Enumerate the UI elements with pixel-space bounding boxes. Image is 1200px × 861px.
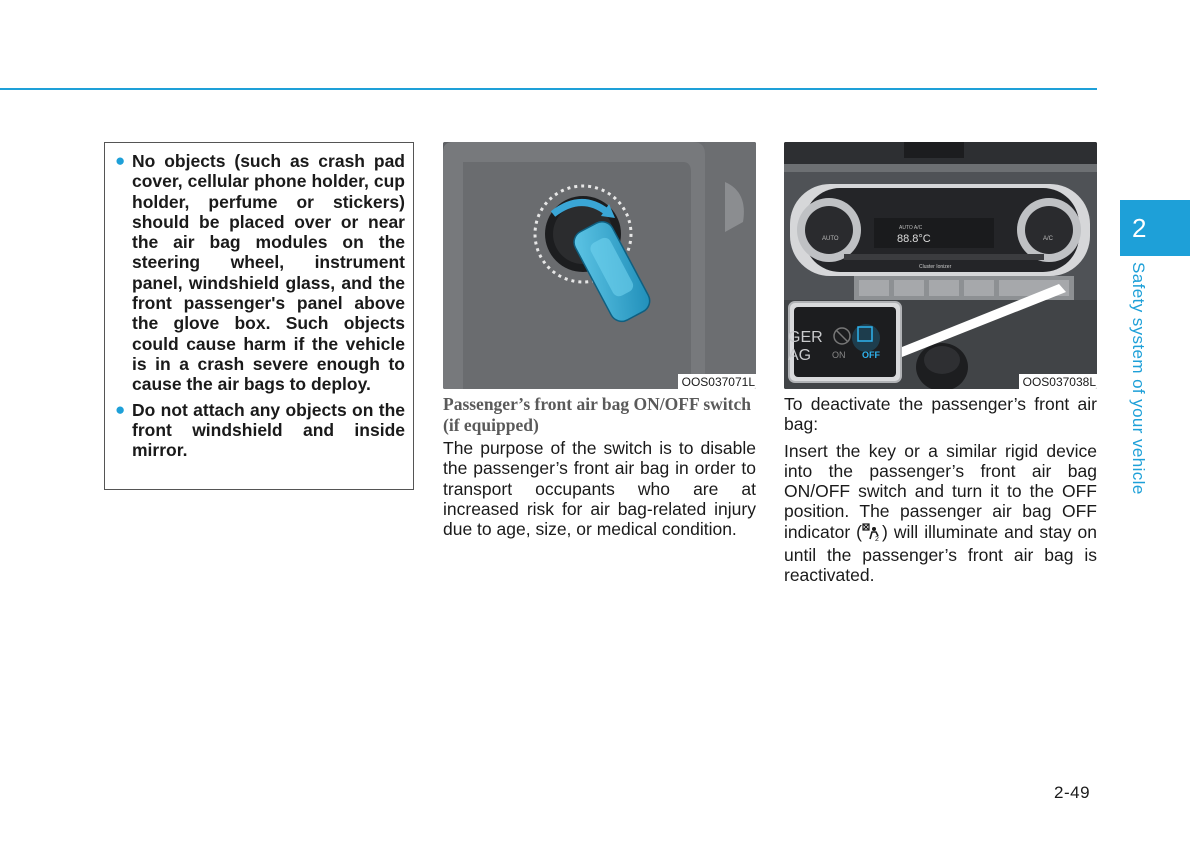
callout-text-1: GER [788, 329, 823, 346]
deactivate-intro: To deactivate the passenger’s front air bag: [784, 394, 1097, 435]
figure-code: OOS037071L [678, 374, 756, 389]
callout-off: OFF [862, 350, 880, 360]
warning-text: Do not attach any objects on the front windshield and inside mirror. [132, 399, 405, 461]
figure-code: OOS037038L [1019, 374, 1097, 389]
bullet-icon: ● [115, 151, 126, 170]
warning-box [104, 142, 414, 490]
key-switch-illustration [443, 142, 756, 389]
deactivate-steps-a: Insert the key or a similar rigid device into the passenger’s front air bag ON/OFF switch and turn it to the OFF position. The passenger air bag OFF indicator ( [784, 440, 1097, 542]
figure-key-switch [443, 142, 756, 389]
auto-label: AUTO [822, 236, 839, 242]
section-heading: Passenger’s front air bag ON/OFF switch (if equipped) [443, 394, 752, 435]
callout-text-2: AG [788, 347, 812, 364]
warning-item [115, 151, 405, 395]
bullet-icon: ● [115, 399, 126, 419]
page-number: 2-49 [1054, 783, 1091, 802]
section-body: The purpose of the switch is to disable the passenger’s front air bag in order to transport occupants who are at increased risk for air bag-related injury due to age, size, or medical condition. [443, 438, 756, 540]
warning-item [115, 400, 405, 461]
svg-text:2: 2 [875, 535, 879, 541]
middle-column [443, 394, 756, 545]
chapter-title: Safety system of your vehicle [1129, 262, 1148, 495]
temp-readout: 88.8°C [897, 233, 931, 245]
figure-climate-panel [784, 142, 1097, 389]
deactivate-steps [784, 441, 1097, 586]
chapter-tab: 2 [1120, 200, 1190, 256]
deactivate-steps-b: ) will illuminate and stay on until the passenger’s front air bag is reactivated. [784, 521, 1097, 586]
top-rule [0, 88, 1097, 90]
cluster-label: Cluster Ionizer [919, 264, 952, 270]
passenger-airbag-off-icon [862, 523, 882, 545]
warning-text: No objects (such as crash pad cover, cellular phone holder, cup holder, perfume or stickers) should be placed over or near the air bag modules on the steering wheel, instrument panel, windshield glass, and the front passenger's panel above the glove box. Such objects could cause harm if the vehicle is in a crash severe enough to cause the air bags to deploy. [132, 151, 405, 395]
ac-label: A/C [1043, 236, 1054, 242]
auto-ac-label: AUTO A/C [899, 225, 923, 231]
right-column [784, 394, 1097, 592]
climate-panel-illustration [784, 142, 1097, 389]
callout-on: ON [832, 350, 846, 360]
